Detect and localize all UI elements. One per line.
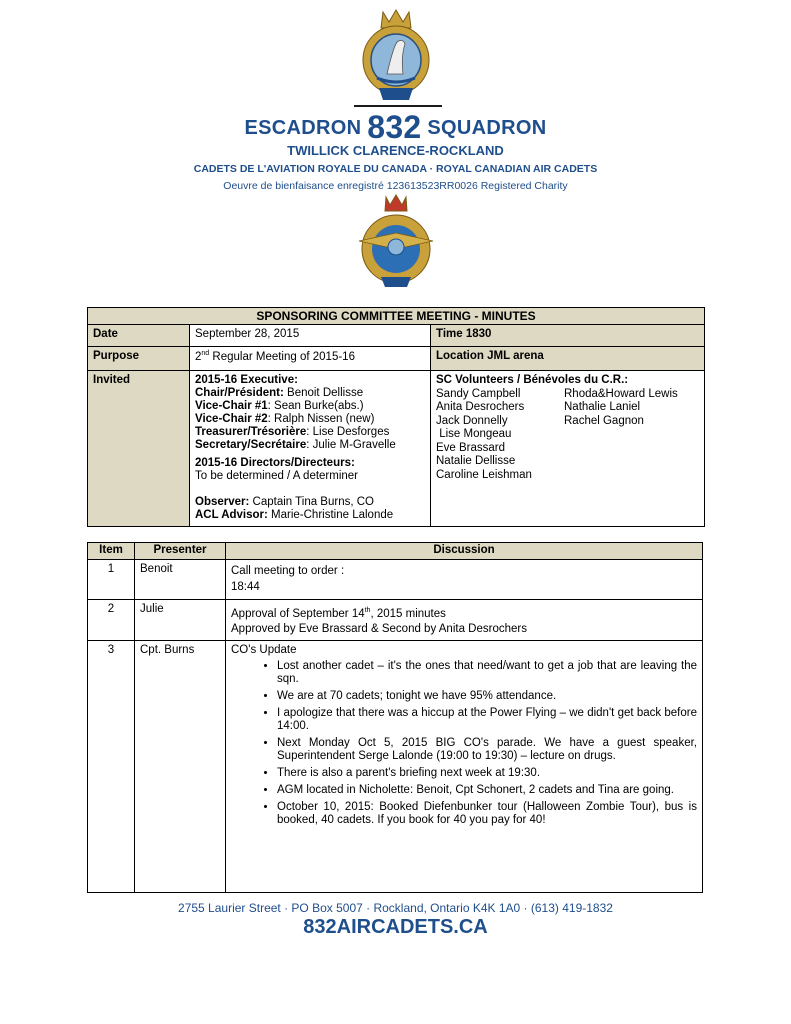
volunteers-heading: SC Volunteers / Bénévoles du C.R.: bbox=[436, 374, 629, 386]
header-rule bbox=[354, 105, 442, 107]
directors-value: To be determined / A determiner bbox=[195, 470, 359, 482]
charity-line: Oeuvre de bienfaisance enregistré 123613523RR0026 Registered Charity bbox=[223, 180, 568, 192]
footer-address: 2755 Laurier Street · PO Box 5007 · Rockland, Ontario K4K 1A0 · (613) 419-1832 bbox=[178, 901, 613, 915]
volunteer-name: Rachel Gagnon bbox=[564, 414, 644, 427]
item-number: 3 bbox=[88, 640, 135, 892]
volunteer-name: Nathalie Laniel bbox=[564, 401, 641, 413]
co-update-list bbox=[231, 660, 697, 827]
purpose-value: 2nd Regular Meeting of 2015-16 bbox=[190, 347, 431, 371]
footer-website[interactable]: 832AIRCADETS.CA bbox=[303, 916, 488, 938]
list-item: • Next Monday Oct 5, 2015 BIG CO's parade. We have a guest speaker, Superintendent Serge Lalonde (19:00 to 19:30) – lecture on drugs. bbox=[277, 737, 697, 763]
exec-line: Vice-Chair #1: Sean Burke(abs.) bbox=[195, 400, 364, 412]
item-discussion bbox=[226, 640, 703, 892]
invited-label: Invited bbox=[88, 371, 190, 527]
exec-line: Secretary/Secrétaire: Julie M-Gravelle bbox=[195, 439, 396, 451]
volunteer-name: Sandy Campbell bbox=[436, 387, 521, 400]
squadron-crest-logo bbox=[353, 8, 439, 104]
table-row bbox=[88, 600, 703, 641]
volunteer-name: Natalie Dellisse bbox=[436, 455, 516, 467]
volunteer-name: Caroline Leishman bbox=[436, 468, 532, 481]
item-number: 2 bbox=[88, 600, 135, 641]
meeting-heading: SPONSORING COMMITTEE MEETING - MINUTES bbox=[88, 308, 705, 325]
list-item: • We are at 70 cadets; tonight we have 95% attendance. bbox=[277, 690, 697, 703]
purpose-label: Purpose bbox=[88, 347, 190, 371]
volunteers-list bbox=[431, 371, 705, 527]
exec-line: Chair/Président: Benoit Dellisse bbox=[195, 387, 364, 399]
observer-line: Observer: Captain Tina Burns, CO bbox=[195, 496, 374, 508]
volunteers-column-1 bbox=[436, 388, 564, 483]
exec-heading: 2015-16 Executive: bbox=[195, 374, 298, 386]
exec-line: Treasurer/Trésorière: Lise Desforges bbox=[195, 426, 390, 438]
squadron-location: TWILLICK CLARENCE-ROCKLAND bbox=[287, 143, 504, 158]
minutes-items-table bbox=[87, 542, 703, 893]
item-number: 1 bbox=[88, 560, 135, 600]
col-header-item: Item bbox=[88, 543, 135, 560]
list-item: • AGM located in Nicholette: Benoit, Cpt Schonert, 2 cadets and Tina are going. bbox=[277, 784, 697, 797]
acl-line: ACL Advisor: Marie-Christine Lalonde bbox=[195, 509, 394, 521]
item-discussion: Approval of September 14th, 2015 minutes Approved by Eve Brassard & Second by Anita Desrochers bbox=[226, 600, 703, 641]
date-value: September 28, 2015 bbox=[190, 325, 431, 347]
volunteer-name: Lise Mongeau bbox=[436, 428, 512, 440]
item-presenter: Benoit bbox=[135, 560, 226, 600]
volunteers-column-2 bbox=[564, 388, 678, 483]
executive-list bbox=[190, 371, 431, 527]
item-presenter: Julie bbox=[135, 600, 226, 641]
list-item: • Lost another cadet – it's the ones that need/want to get a job that are leaving the sqn. bbox=[277, 660, 697, 686]
meeting-info-table bbox=[87, 307, 705, 527]
date-label: Date bbox=[88, 325, 190, 347]
list-item: • There is also a parent's briefing next week at 19:30. bbox=[277, 767, 697, 780]
cadets-line: CADETS DE L'AVIATION ROYALE DU CANADA · ROYAL CANADIAN AIR CADETS bbox=[193, 163, 598, 175]
col-header-discussion: Discussion bbox=[226, 543, 703, 560]
location-label: Location JML arena bbox=[431, 347, 705, 371]
col-header-presenter: Presenter bbox=[135, 543, 226, 560]
directors-heading: 2015-16 Directors/Directeurs: bbox=[195, 457, 355, 469]
table-row bbox=[88, 640, 703, 892]
exec-line: Vice-Chair #2: Ralph Nissen (new) bbox=[195, 413, 375, 425]
item-presenter: Cpt. Burns bbox=[135, 640, 226, 892]
item-discussion: Call meeting to order : 18:44 bbox=[226, 560, 703, 600]
volunteer-name: Jack Donnelly bbox=[436, 414, 508, 427]
air-cadets-crest-logo bbox=[353, 193, 439, 289]
list-item: • I apologize that there was a hiccup at the Power Flying – we didn't get back before 14:00. bbox=[277, 707, 697, 733]
time-label: Time 1830 bbox=[431, 325, 705, 347]
volunteer-name: Anita Desrochers bbox=[436, 401, 525, 413]
list-item: • October 10, 2015: Booked Diefenbunker tour (Halloween Zombie Tour), bus is booked, 40 cadets. If you book for 40 you pay for 40! bbox=[277, 801, 697, 827]
table-row bbox=[88, 560, 703, 600]
volunteer-name: Rhoda&Howard Lewis bbox=[564, 387, 678, 400]
co-update-heading: CO's Update bbox=[231, 643, 297, 656]
squadron-title: ESCADRON 832 SQUADRON bbox=[244, 109, 547, 145]
volunteer-name: Eve Brassard bbox=[436, 441, 506, 454]
